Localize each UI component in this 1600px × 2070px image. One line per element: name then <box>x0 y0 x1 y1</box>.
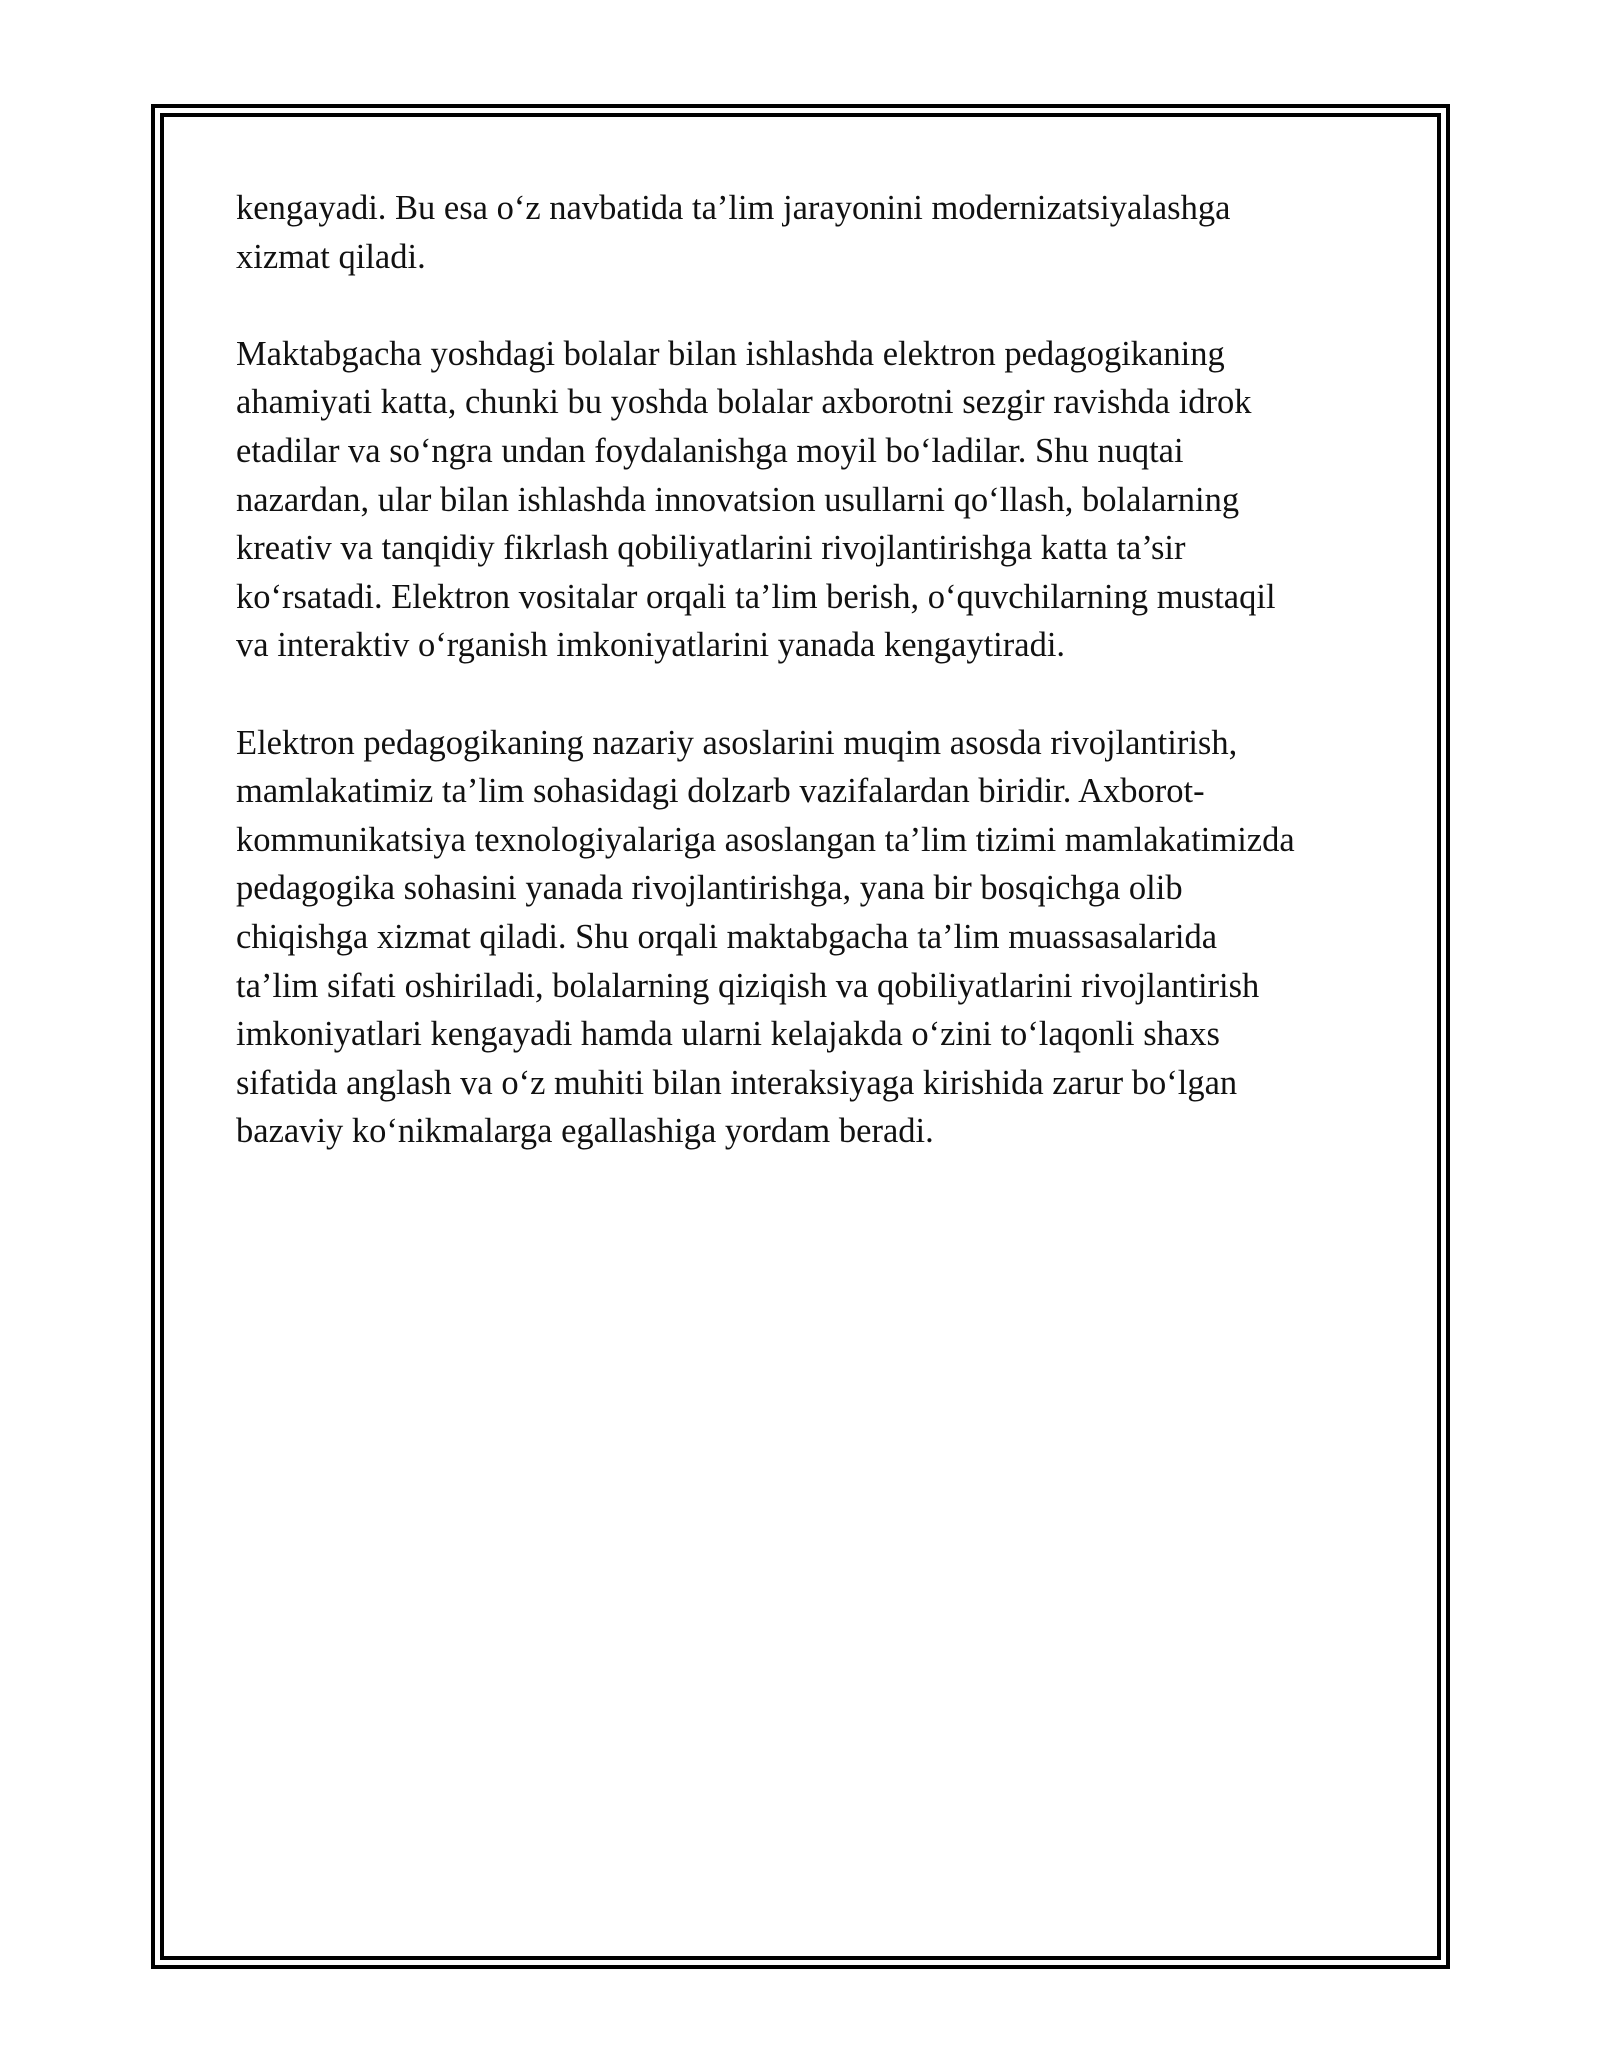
paragraph-3 <box>236 719 1386 1156</box>
text-line: mamlakatimiz ta’lim sohasidagi dolzarb vazifalardan biridir. Axborot- <box>236 772 1205 811</box>
text-line: ahamiyati katta, chunki bu yoshda bolalar axborotni sezgir ravishda idrok <box>236 383 1252 422</box>
text-line: etadilar va so‘ngra undan foydalanishga moyil bo‘ladilar. Shu nuqtai <box>236 431 1184 470</box>
text-line: kengayadi. Bu esa o‘z navbatida ta’lim jarayonini modernizatsiyalashga <box>236 189 1231 227</box>
text-line: kommunikatsiya texnologiyalariga asoslangan ta’lim tizimi mamlakatimizda <box>236 820 1295 859</box>
document-body <box>236 184 1386 1204</box>
paragraph-2 <box>236 330 1386 670</box>
text-line: Maktabgacha yoshdagi bolalar bilan ishlashda elektron pedagogikaning <box>236 334 1225 373</box>
text-line: chiqishga xizmat qiladi. Shu orqali maktabgacha ta’lim muassasalarida <box>236 917 1218 956</box>
text-line: va interaktiv o‘rganish imkoniyatlarini yanada kengaytiradi. <box>236 626 1066 665</box>
text-line: kreativ va tanqidiy fikrlash qobiliyatlarini rivojlantirishga katta ta’sir <box>236 529 1186 568</box>
text-line: Elektron pedagogikaning nazariy asoslarini muqim asosda rivojlantirish, <box>236 723 1238 762</box>
paragraph-1 <box>236 184 1386 281</box>
text-line: imkoniyatlari kengayadi hamda ularni kelajakda o‘zini to‘laqonli shaxs <box>236 1015 1220 1054</box>
text-line: xizmat qiladi. <box>236 237 426 276</box>
text-line: pedagogika sohasini yanada rivojlantirishga, yana bir bosqichga olib <box>236 869 1183 908</box>
text-line: bazaviy ko‘nikmalarga egallashiga yordam beradi. <box>236 1112 934 1151</box>
text-line: ko‘rsatadi. Elektron vositalar orqali ta’lim berish, o‘quvchilarning mustaqil <box>236 577 1276 616</box>
text-line: nazardan, ular bilan ishlashda innovatsion usullarni qo‘llash, bolalarning <box>236 480 1240 519</box>
text-line: sifatida anglash va o‘z muhiti bilan interaksiyaga kirishida zarur bo‘lgan <box>236 1063 1238 1102</box>
text-line: ta’lim sifati oshiriladi, bolalarning qiziqish va qobiliyatlarini rivojlantirish <box>236 966 1260 1005</box>
